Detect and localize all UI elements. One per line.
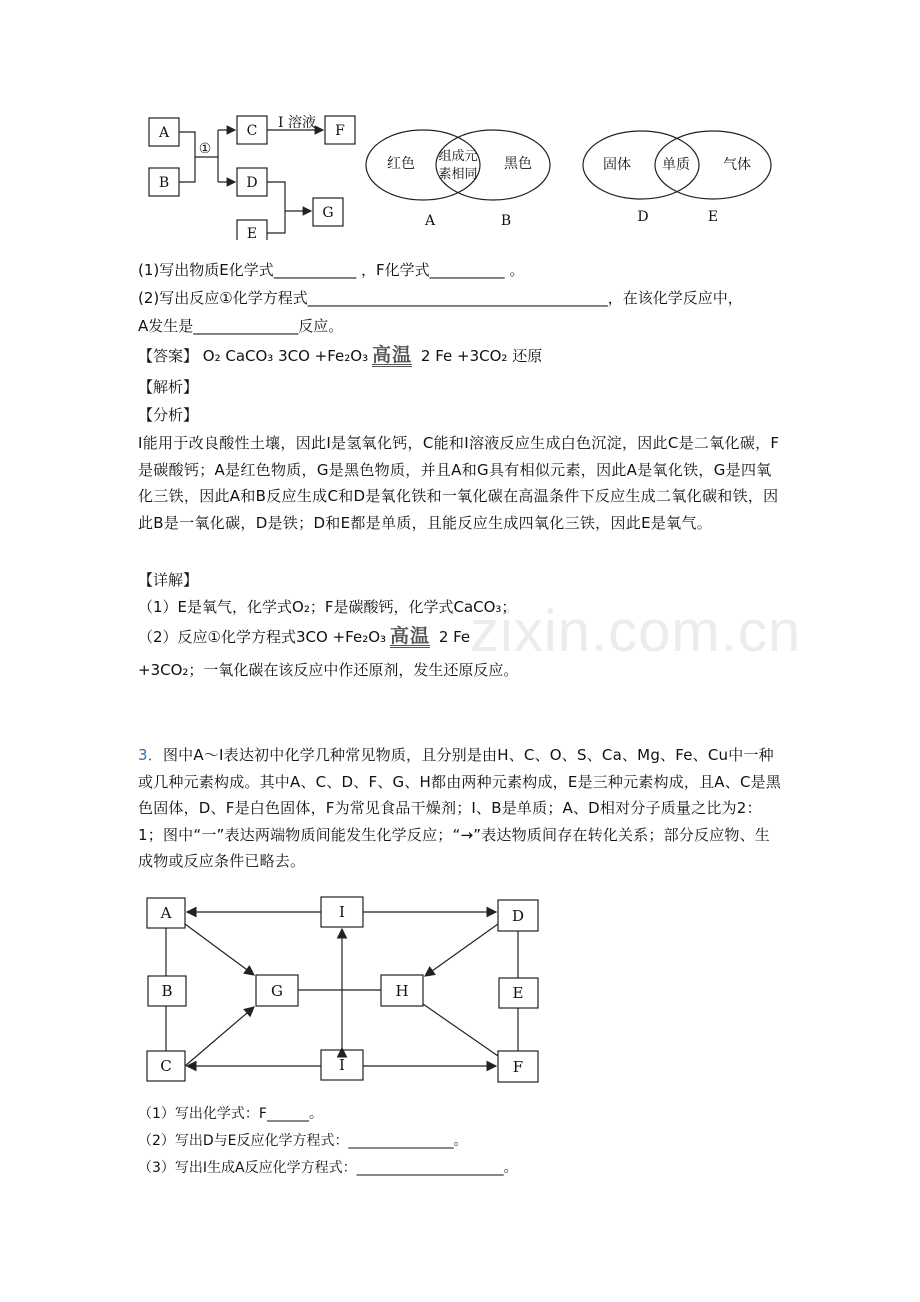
- q3-sub-1: （1）写出化学式：F______。: [138, 1106, 323, 1122]
- label-f: F: [335, 123, 345, 139]
- question-3-number: 3．: [138, 746, 163, 764]
- venn2-left: 固体: [603, 157, 631, 173]
- label-e: E: [246, 226, 258, 240]
- q3-sub-3: （3）写出I生成A反应化学方程式：_____________________。: [138, 1160, 518, 1176]
- question-2: (2)写出反应①化学方程式________________________________________，在该化学反应中，: [138, 289, 743, 307]
- label-c: C: [246, 123, 258, 139]
- d2-label-d: D: [511, 907, 525, 925]
- question-3-text: 图中A～I表达初中化学几种常见物质，且分别是由H、C、O、S、Ca、Mg、Fe、Cu中一种或几种元素构成。其中A、C、D、F、G、H都由两种元素构成，E是三种元素构成，且A、C是黑色固体，D、F是白色固体，F为常见食品干燥剂；I、B是单质；A、D相对分子质量之比为2：1；图中“一”表达两端物质间能发生化学反应；“→”表达物质间存在转化关系；部分反应物、生成物或反应条件已略去。: [138, 746, 782, 870]
- label-d: D: [246, 175, 258, 191]
- d2-label-i-bottom: I: [339, 1056, 345, 1074]
- label-g: G: [322, 205, 334, 221]
- d2-label-g: G: [271, 982, 283, 1000]
- fenxi-heading: 【分析】: [138, 406, 199, 424]
- high-temp-condition: 高温: [372, 344, 413, 366]
- question-1: (1)写出物质E化学式___________ ，F化学式__________ 。: [138, 261, 525, 279]
- answer-suffix: 2 Fe +3CO₂ 还原: [416, 347, 543, 365]
- high-temp-condition-2: 高温: [390, 625, 431, 647]
- jiexi-heading: 【解析】: [138, 378, 199, 396]
- analysis-text: I能用于改良酸性土壤，因此I是氢氧化钙，C能和I溶液反应生成白色沉淀，因此C是二氧化碳，F是碳酸钙；A是红色物质，G是黑色物质，并且A和G具有相似元素，因此A是氧化铁，G是四氧化三铁，因此A和B反应生成C和D是氧化铁和一氧化碳在高温条件下反应生成二氧化碳和铁，因此B是一氧化碳，D是铁；D和E都是单质，且能反应生成四氧化三铁，因此E是氧气。: [138, 434, 780, 532]
- d2-label-a: A: [160, 904, 172, 922]
- reaction-diagram-1: [0, 0, 920, 240]
- venn1-label-a: A: [424, 213, 436, 229]
- watermark: zixin.com.cn: [470, 599, 802, 664]
- d2-label-h: H: [395, 982, 409, 1000]
- d2-label-b: B: [161, 982, 173, 1000]
- venn1-right: 黑色: [504, 156, 532, 172]
- venn1-middle-1: 组成元: [438, 149, 478, 164]
- question-3: [138, 742, 783, 875]
- xiangjie-heading: 【详解】: [138, 571, 199, 589]
- d2-label-i-top: I: [339, 903, 345, 921]
- d2-label-f: F: [512, 1058, 524, 1076]
- detail-2-suffix: 2 Fe: [434, 628, 471, 646]
- reaction-diagram-2: [0, 890, 920, 1100]
- venn2-label-e: E: [707, 209, 719, 225]
- q3-sub-2: （2）写出D与E反应化学方程式：_______________。: [138, 1133, 468, 1149]
- detail-2-prefix: （2）反应①化学方程式3CO +Fe₂O₃: [138, 628, 387, 646]
- label-b: B: [158, 175, 170, 191]
- venn1-middle-2: 素相同: [438, 167, 478, 182]
- venn1-label-b: B: [500, 213, 512, 229]
- d2-label-e: E: [512, 984, 524, 1002]
- answer-prefix: 【答案】 O₂ CaCO₃ 3CO +Fe₂O₃: [138, 347, 369, 365]
- venn2-label-d: D: [637, 209, 649, 225]
- venn2-middle: 单质: [662, 157, 690, 173]
- answer-line: [138, 346, 542, 367]
- arrow-label: I 溶液: [278, 115, 316, 131]
- detail-1: （1）E是氧气，化学式O₂；F是碳酸钙，化学式CaCO₃；: [138, 598, 517, 616]
- venn1-left: 红色: [387, 156, 415, 172]
- d2-label-c: C: [160, 1057, 172, 1075]
- reaction-mark: ①: [198, 141, 212, 157]
- venn2-right: 气体: [723, 157, 751, 173]
- detail-2: [138, 627, 470, 648]
- question-2-cont: A发生是______________反应。: [138, 317, 344, 335]
- detail-3: +3CO₂；一氧化碳在该反应中作还原剂，发生还原反应。: [138, 661, 519, 679]
- label-a: A: [158, 125, 170, 141]
